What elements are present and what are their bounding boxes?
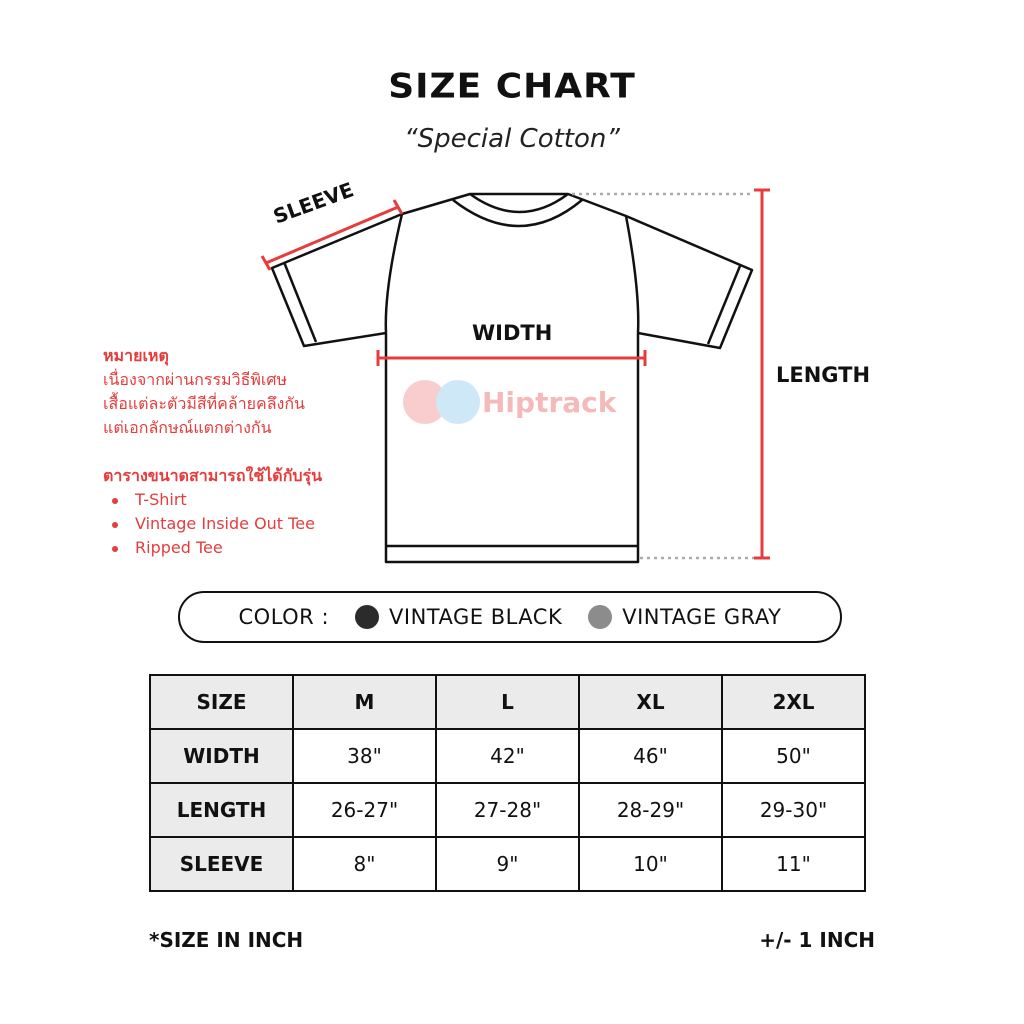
list-item: Ripped Tee: [103, 536, 322, 560]
tshirt-outline: [386, 194, 638, 562]
table-header-cell: L: [436, 675, 579, 729]
watermark-text: Hiptrack: [482, 386, 617, 419]
table-cell: 8": [293, 837, 436, 891]
table-cell: 11": [722, 837, 865, 891]
tshirt-left-cuff: [284, 262, 316, 342]
width-label: WIDTH: [472, 321, 553, 345]
unit-note: *SIZE IN INCH: [149, 928, 304, 952]
compatible-models: [103, 464, 322, 560]
length-label: LENGTH: [776, 363, 871, 387]
table-cell: 27-28": [436, 783, 579, 837]
note-heading: หมายเหตุ: [103, 346, 169, 365]
table-row: [150, 783, 865, 837]
table-cell: 42": [436, 729, 579, 783]
hiptrack-logo-icon: [403, 380, 480, 424]
compatible-heading: ตารางขนาดสามารถใช้ได้กับรุ่น: [103, 466, 323, 485]
size-table: [149, 674, 866, 892]
tolerance-note: +/- 1 INCH: [759, 928, 875, 952]
note-line: เสื้อแต่ละตัวมีสีที่คล้ายคลึงกัน: [103, 394, 305, 413]
color-swatch-icon: [588, 605, 612, 629]
sleeve-label: SLEEVE: [270, 177, 357, 229]
note-line: เนื่องจากผ่านกรรมวิธีพิเศษ: [103, 370, 288, 389]
table-cell: 50": [722, 729, 865, 783]
table-header-row: [150, 675, 865, 729]
table-row: [150, 729, 865, 783]
table-row: [150, 837, 865, 891]
row-label: WIDTH: [150, 729, 293, 783]
color-option-name: VINTAGE BLACK: [389, 605, 563, 629]
color-option-name: VINTAGE GRAY: [622, 605, 782, 629]
tshirt-right-cuff: [708, 266, 740, 344]
color-label: COLOR :: [238, 605, 330, 629]
table-header-cell: XL: [579, 675, 722, 729]
color-options: [178, 591, 842, 643]
care-note: [103, 344, 305, 440]
table-cell: 28-29": [579, 783, 722, 837]
tshirt-collar: [453, 194, 582, 226]
table-header-cell: M: [293, 675, 436, 729]
table-header-cell: SIZE: [150, 675, 293, 729]
table-cell: 46": [579, 729, 722, 783]
table-cell: 9": [436, 837, 579, 891]
color-swatch-icon: [355, 605, 379, 629]
note-line: แต่เอกลักษณ์แตกต่างกัน: [103, 418, 272, 437]
table-cell: 10": [579, 837, 722, 891]
compatible-list: [103, 488, 322, 560]
table-cell: 29-30": [722, 783, 865, 837]
row-label: SLEEVE: [150, 837, 293, 891]
table-header-cell: 2XL: [722, 675, 865, 729]
row-label: LENGTH: [150, 783, 293, 837]
list-item: T-Shirt: [103, 488, 322, 512]
list-item: Vintage Inside Out Tee: [103, 512, 322, 536]
page-subtitle: “Special Cotton”: [404, 124, 620, 154]
table-cell: 38": [293, 729, 436, 783]
table-cell: 26-27": [293, 783, 436, 837]
page-title: SIZE CHART: [388, 67, 636, 106]
